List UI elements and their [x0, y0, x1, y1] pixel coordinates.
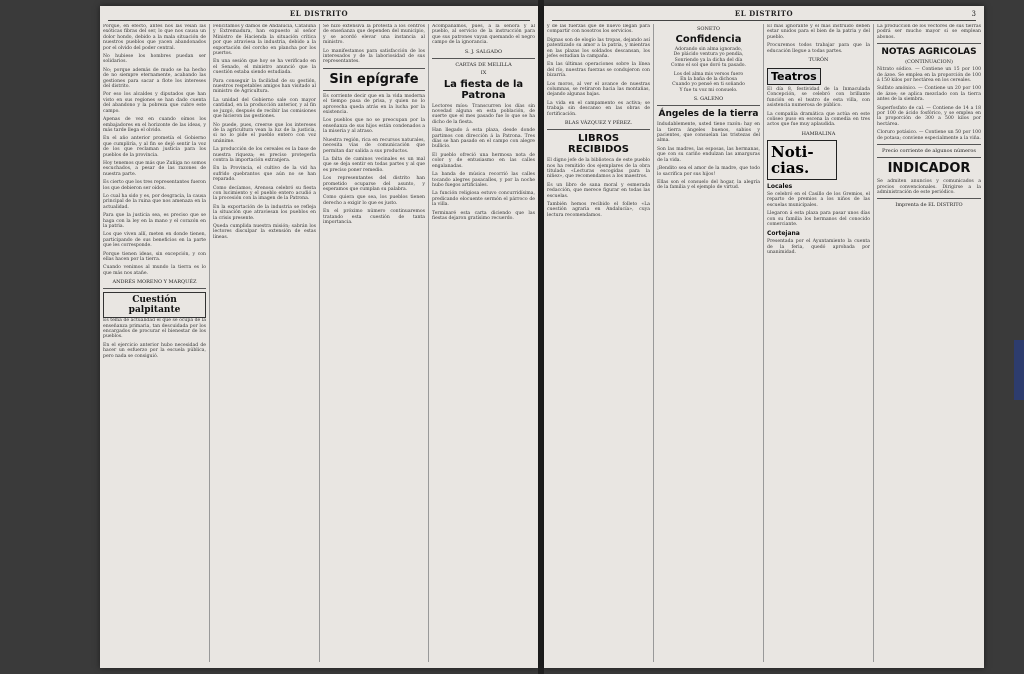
right-column-2: SONETO Confidencia Adorando sin alma ignorado, De plácido ventura yo pendía, Sonriendo ya la dicha del día Como el sol que doró tu pasado. Los del alma mis versos fuero En la baña de la dichosa Cuando yo pensé en ti soñando Y fue tu voz mi consuelo. S. GALENO Ángeles de la tierra Indudablemente, usted tiene razón: hay en la tierra ángeles buenos, sabios y pacientes, que consuelan las tristezas del alma. Son las madres, las esposas, las hermanas, que con su cariño endulzan las amarguras de la vida. ¡Bendito sea el amor de la madre, que todo lo sacrifica por sus hijos! Ellas son el consuelo del hogar, la alegría de la familia y el ejemplo de virtud.: [654, 24, 764, 662]
right-page-header: [552, 8, 976, 21]
right-column-4: La producción de los vectores de sus tierras podrá ser mucho mayor si se emplean abonos. NOTAS AGRICOLAS (CONTINUACION) Nitrato sódico. — Contiene un 15 por 100 de ázoe. Se emplea en la proporción de 100 á 150 kilos por hectárea en los cereales. Sulfato amónico. — Contiene un 20 por 100 de ázoe; se aplica mezclado con la tierra antes de la siembra. Superfosfato de cal. — Contiene de 14 a 18 por 100 de ácido fosfórico, y se emplea en la proporción de 300 a 500 kilos por hectárea. Cloruro potásico. — Contiene un 50 por 100 de potasa; conviene especialmente a la viña. Precio corriente de algunos números INDICADOR Se admiten anuncios y comunicados a precios convencionales. Dirigirse a la administración de este periódico. Imprenta de EL DISTRITO: [877, 24, 981, 209]
left-page: [100, 6, 538, 668]
indicador-headline: INDICADOR: [887, 161, 971, 177]
left-column-3: Se hizo extensiva la protesta a los centros de enseñanza que dependen del municipio, y se acordó elevar una instancia al ministro. Lo manifestamos para satisfacción de los interesados y de la laboriosidad de sus representantes. Sin epígrafe Es corriente decir que en la vida moderna el tiempo pasa de prisa, y quien no lo aprovecha queda atrás en la lucha por la existencia. Los pueblos que no se preocupan por la enseñanza de sus hijos están condenados a la miseria y al atraso. Nuestra región, rica en recursos naturales, necesita vías de comunicación que permitan dar salida a sus productos. La falta de caminos vecinales es un mal que se deja sentir en todas partes y al que es preciso poner remedio. Los representantes del distrito han prometido ocuparse del asunto, y esperamos que cumplan su palabra. Como quiera que sea, los pueblos tienen derecho a exigir lo que es justo. En el próximo número continuaremos tratando esta cuestión de tanta importancia.: [320, 24, 429, 662]
left-column-2: Felicitamos y damos de Andalucía, Cataluña y Extremadura, han expuesto al señor Ministro de Hacienda la situación crítica por que atraviesa la industria, debido a la exportación del corcho en plancha por los puertos. En una sesión que hoy se ha verificado en el Senado, el ministro anunció que la cuestión estaba siendo estudiada. Para conseguir la facilidad de su gestión, nuestros respetables amigos han visitado al ministro de Agricultura. La unidad del Gobierno sale con mayor cantidad, en la producción anterior, y al fin se juzgó, después de recibir las comisiones que hicieron las gestiones. No puede, pues, creerse que los intereses de la agricultura vean la luz de la justicia, si no lo pide el pueblo entero con voz unánime. La producción de los cereales es la base de nuestra riqueza; es preciso protegerla contra la importación extranjera. En la Provincia, el cultivo de la vid ha sufrido quebrantos que aún no se han reparado. Como decíamos, Arenosa celebró su fiesta con lucimiento y el pueblo entero acudió a la procesión con la imagen de la Patrona. En la exportación de la industria se refleja la situación que atraviesan los pueblos en la crisis presente. Queda cumplida nuestra misión; sabrán los lectores disculpar la extensión de estas líneas.: [210, 24, 320, 662]
fiesta-patrona-headline: La fiesta de la Patrona: [443, 78, 524, 101]
cartas-section: CARTAS DE MELILLA: [455, 61, 512, 68]
imprenta-footer: Imprenta de EL DISTRITO: [895, 202, 963, 209]
left-column-4: Acompañamos, pues, a la señora y al pueblo, al servicio de la instrucción para que sus patrones vayan quemando el negro campo de la ignorancia. S. J. SALGADO CARTAS DE MELILLA IX La fiesta de la Patrona Lectores míos: Transcurren los días sin novedad alguna en esta población, de suerte que el mes pasado fue lo que se ha dicho de la fiesta. Han llegado á esta plaza, desde donde partimos con dirección á la Patrona. Tres días se han pasado en el campo con alegre bullicio. El pueblo ofreció una hermosa nota de color y de entusiasmo en las calles engalanadas. La banda de música recorrió las calles tocando alegres pasacalles, y por la noche hubo fuegos artificiales. La función religiosa estuvo concurridísima, predicando elocuente sermón el párroco de la villa. Terminaré esta carta diciendo que las fiestas dejaron gratísimo recuerdo.: [432, 24, 535, 221]
page-marker-tab: [1014, 340, 1024, 400]
col1-signature: ANDRÉS MORENO Y MARQUÉZ: [112, 279, 197, 286]
cuestion-palpitante-headline: Cuestión palpitante: [103, 292, 206, 318]
locales-headline: Locales: [767, 182, 793, 190]
cartas-roman: IX: [480, 69, 487, 76]
confidencia-headline: Confidencia: [675, 34, 742, 45]
angeles-headline: Ángeles de la tierra: [658, 109, 759, 120]
precio-corriente: Precio corriente de algunos números: [882, 148, 976, 155]
galeno-signature: S. GALENO: [693, 96, 724, 103]
left-column-1: Porque, en efecto, antes nos las veían las exóticas fibras del ser, lo que nos causa un dolor hondo, debido a la mala situación de nuestros pueblos que yacen abandonados por el olvido del poder central. No hubiese los hombres puedan ser solidarios. No; porque además de mudo se ha hecho de no siempre eternamente, acabando las gestiones para sacar a flote los intereses del distrito. Por eso los alcaldes y diputados que han visto en sus regiones se han dado cuenta del abandono y la pobreza que cubre este campo. Apenas de vez en cuando oímos los embajadores en el horizonte de las ideas, y más tarde llega el olvido. En el año anterior prometía el Gobierno que cumpliría, y al fin se dejó sentir la voz de los que reclaman justicia para los pueblos de la provincia. Hoy tenemos que más que Zuñiga no somos escuchados, a pesar de las razones de nuestra parte. Es cierto que los tres representantes fueron los que debieron ser oídos. Lo cual ha sido y es, por desgracia, la causa principal de la ruina que nos amenaza en la actualidad. Para que la justicia sea, es preciso que se haga con la ley en la mano y el corazón en la patria. Los que viven allí, meten en donde tienen, participando de sus beneficios en la parte que les corresponde. Porque tienen ideas, sin excepción, y con ellas hacen por la tierra. Cuando venimos al mundo la tierra es lo que más nos atañe. ANDRÉS MORENO Y MARQUÉZ Cuestión palpitante Es tema de actualidad el que se ocupa de la enseñanza primaria, tan descuidada por los encargados de procurar el bienestar de los pueblos. En el ejercicio anterior hubo necesidad de hacer un esfuerzo por la escuela pública, pero nada se consiguió.: [100, 24, 210, 662]
noticias-headline: Noti-cias.: [767, 140, 837, 180]
left-page-header: [108, 8, 530, 21]
right-column-3: El más ignorante y el más instruido deben estar unidos para el bien de la patria y del pueblo. Procuremos todos trabajar para que la educación llegue a todas partes. TURÓN Teatros El día 8, festividad de la Inmaculada Concepción, se celebró con brillante función en el teatro de esta villa, con asistencia numerosa de público. La compañía dramática que actúa en este coliseo puso en escena la comedia en tres actos que fue muy aplaudida. HAMBALINA Noti-cias. Locales Se celebró en el Casillo de los Gremios, el reparto de premios a los niños de las escuelas municipales. Llegaron á esta plaza para pasar unos días con su familia los hermanos del conocido comerciante. Cortejana Presentada por el Ayuntamiento la cuenta de la feria, quedó aprobada por unanimidad.: [764, 24, 874, 662]
cortejana-headline: Cortejana: [767, 230, 800, 238]
newspaper-title-right: EL DISTRITO: [734, 9, 794, 18]
hambalina-signature: HAMBALINA: [801, 130, 836, 137]
galeno-name-1: BLAS VÁZQUEZ Y PÉREZ.: [564, 120, 633, 127]
page-number: 3: [971, 10, 976, 18]
notas-continuacion: (CONTINUACION): [905, 59, 953, 66]
right-column-1: y de las fuerzas que de nuevo llegan para compartir con nosotros los servicios. Dignas son de elogio las tropas, dejando así patentizado su amor a la patria, y mientras en las plazas los soldados descansan, los jefes estudian la campaña. En las últimas operaciones sobre la línea del río, nuestras fuerzas se condujeron con bizarría. Los moros, al ver el avance de nuestras columnas, se retiraron hacia las montañas, dejando algunas bajas. La vida en el campamento es activa; se trabaja sin descanso en las obras de fortificación. BLAS VÁZQUEZ Y PÉREZ. LIBROS RECIBIDOS El digno jefe de la biblioteca de este pueblo nos ha remitido dos ejemplares de la obra titulada «Lecturas escogidas para la niñez», que recomendamos a los maestros. Es un libro de sana moral y esmerada redacción, que merece figurar en todas las escuelas. También hemos recibido el folleto «La cuestión agraria en Andalucía», cuya lectura recomendamos.: [544, 24, 654, 662]
newspaper-title: EL DISTRITO: [289, 9, 349, 18]
libros-headline: LIBROS RECIBIDOS: [568, 133, 629, 156]
notas-agricolas-headline: NOTAS AGRICOLAS: [881, 47, 977, 58]
col4-signature: S. J. SALGADO: [464, 48, 503, 55]
turon-signature: TURÓN: [808, 57, 829, 64]
teatros-headline: Teatros: [767, 68, 821, 85]
right-page: [544, 6, 984, 668]
soneto-label: SONETO: [697, 26, 720, 32]
sin-epigrafe-headline: Sin epígrafe: [329, 71, 419, 87]
